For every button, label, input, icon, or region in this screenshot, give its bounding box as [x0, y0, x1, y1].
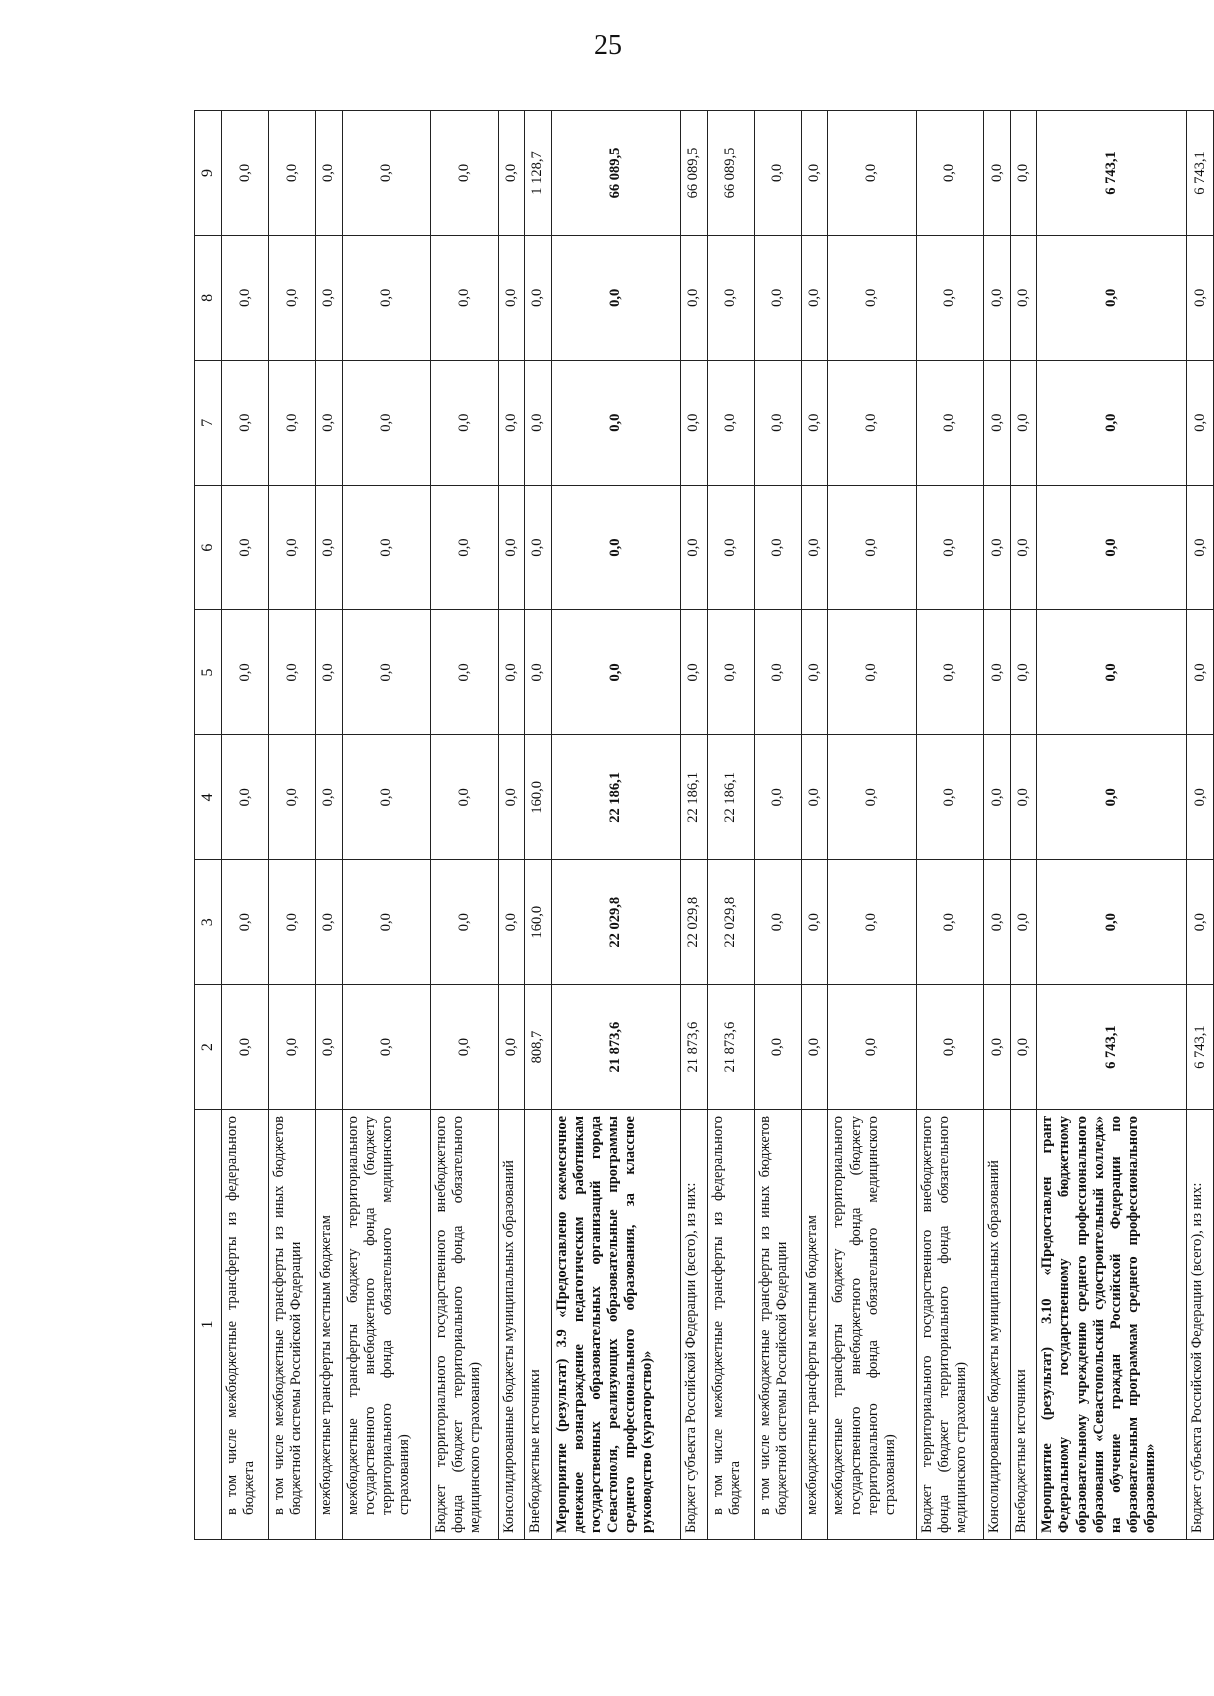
row-label: Консолидированные бюджеты муниципальных образований: [498, 1110, 525, 1540]
rotated-table: [194, 110, 1214, 1540]
column-header: 2: [195, 985, 222, 1110]
table-row: [984, 111, 1011, 1540]
table-row: [1037, 111, 1187, 1540]
row-label: в том числе межбюджетные трансферты из иных бюджетов бюджетной системы Российской Федерации: [269, 1110, 316, 1540]
value-cell: 0,0: [1037, 360, 1187, 485]
value-cell: 0,0: [269, 985, 316, 1110]
value-cell: 0,0: [316, 360, 343, 485]
value-cell: 0,0: [1037, 610, 1187, 735]
row-label: в том числе межбюджетные трансферты из иных бюджетов бюджетной системы Российской Федерации: [754, 1110, 801, 1540]
value-cell: 0,0: [316, 111, 343, 236]
row-label: Внебюджетные источники: [525, 1110, 552, 1540]
value-cell: 0,0: [828, 485, 916, 610]
value-cell: 0,0: [498, 735, 525, 860]
row-label: Бюджет территориального государственного внебюджетного фонда (бюджет территориального фонда обязательного медицинского страхования): [916, 1110, 984, 1540]
table-header-row: [195, 111, 222, 1540]
value-cell: 0,0: [269, 485, 316, 610]
budget-table: [194, 110, 1214, 1540]
value-cell: 0,0: [430, 860, 498, 985]
value-cell: 0,0: [1010, 985, 1037, 1110]
value-cell: 0,0: [269, 360, 316, 485]
value-cell: 0,0: [916, 985, 984, 1110]
row-label: Бюджет субъекта Российской Федерации (всего), из них:: [1187, 1110, 1214, 1540]
value-cell: 0,0: [828, 735, 916, 860]
row-label: Консолидированные бюджеты муниципальных образований: [984, 1110, 1011, 1540]
value-cell: 0,0: [342, 360, 430, 485]
value-cell: 0,0: [1010, 485, 1037, 610]
value-cell: 0,0: [269, 860, 316, 985]
value-cell: 0,0: [1037, 860, 1187, 985]
column-header: 8: [195, 235, 222, 360]
value-cell: 0,0: [801, 985, 828, 1110]
table-row: [754, 111, 801, 1540]
value-cell: 0,0: [430, 485, 498, 610]
value-cell: 0,0: [754, 985, 801, 1110]
value-cell: 0,0: [828, 610, 916, 735]
value-cell: 0,0: [498, 360, 525, 485]
value-cell: 0,0: [551, 610, 680, 735]
value-cell: 0,0: [1010, 235, 1037, 360]
value-cell: 0,0: [430, 111, 498, 236]
value-cell: 0,0: [828, 985, 916, 1110]
value-cell: 0,0: [222, 860, 269, 985]
column-header: 6: [195, 485, 222, 610]
value-cell: 0,0: [801, 235, 828, 360]
row-label: Мероприятие (результат) 3.10 «Предоставлен грант Федеральному государственному бюджетному образовательному учреждению среднего профессионального образования «Севастопольский судостроительный колледж» на обучение граждан Российской Федерации по образовательным программам среднего профессионального образования»: [1037, 1110, 1187, 1540]
row-label: Внебюджетные источники: [1010, 1110, 1037, 1540]
column-header: 7: [195, 360, 222, 485]
value-cell: 6 743,1: [1037, 985, 1187, 1110]
value-cell: 66 089,5: [707, 111, 754, 236]
table-row: [430, 111, 498, 1540]
value-cell: 0,0: [430, 610, 498, 735]
value-cell: 0,0: [828, 111, 916, 236]
value-cell: 0,0: [430, 360, 498, 485]
value-cell: 0,0: [1010, 111, 1037, 236]
value-cell: 0,0: [984, 860, 1011, 985]
value-cell: 0,0: [316, 610, 343, 735]
value-cell: 0,0: [551, 485, 680, 610]
value-cell: 22 186,1: [707, 735, 754, 860]
value-cell: 66 089,5: [681, 111, 708, 236]
table-body: [222, 111, 1214, 1540]
value-cell: 0,0: [342, 235, 430, 360]
value-cell: 0,0: [707, 235, 754, 360]
value-cell: 0,0: [525, 610, 552, 735]
value-cell: 0,0: [754, 360, 801, 485]
value-cell: 0,0: [342, 985, 430, 1110]
value-cell: 0,0: [984, 235, 1011, 360]
value-cell: 0,0: [525, 485, 552, 610]
value-cell: 22 029,8: [551, 860, 680, 985]
value-cell: 0,0: [984, 735, 1011, 860]
value-cell: 21 873,6: [707, 985, 754, 1110]
value-cell: 21 873,6: [551, 985, 680, 1110]
value-cell: 0,0: [342, 860, 430, 985]
value-cell: 0,0: [222, 610, 269, 735]
value-cell: 0,0: [430, 985, 498, 1110]
value-cell: 0,0: [498, 860, 525, 985]
value-cell: 808,7: [525, 985, 552, 1110]
value-cell: 0,0: [801, 485, 828, 610]
value-cell: 0,0: [525, 235, 552, 360]
value-cell: 0,0: [498, 610, 525, 735]
table-row: [801, 111, 828, 1540]
value-cell: 0,0: [984, 111, 1011, 236]
column-header: 1: [195, 1110, 222, 1540]
value-cell: 0,0: [1010, 360, 1037, 485]
value-cell: 66 089,5: [551, 111, 680, 236]
value-cell: 0,0: [681, 235, 708, 360]
value-cell: 160,0: [525, 860, 552, 985]
table-row: [707, 111, 754, 1540]
value-cell: 0,0: [1187, 860, 1214, 985]
value-cell: 0,0: [828, 360, 916, 485]
value-cell: 0,0: [707, 485, 754, 610]
value-cell: 0,0: [984, 485, 1011, 610]
table-row: [828, 111, 916, 1540]
value-cell: 0,0: [1187, 485, 1214, 610]
value-cell: 0,0: [222, 985, 269, 1110]
value-cell: 0,0: [828, 860, 916, 985]
value-cell: 0,0: [916, 860, 984, 985]
value-cell: 0,0: [1187, 235, 1214, 360]
row-label: Бюджет субъекта Российской Федерации (всего), из них:: [681, 1110, 708, 1540]
value-cell: 0,0: [984, 985, 1011, 1110]
value-cell: 0,0: [1187, 610, 1214, 735]
value-cell: 0,0: [551, 235, 680, 360]
table-row: [1010, 111, 1037, 1540]
value-cell: 0,0: [498, 485, 525, 610]
table-row: [269, 111, 316, 1540]
row-label: Бюджет территориального государственного внебюджетного фонда (бюджет территориального фонда обязательного медицинского страхования): [430, 1110, 498, 1540]
value-cell: 0,0: [1010, 610, 1037, 735]
table-row: [222, 111, 269, 1540]
value-cell: 0,0: [754, 610, 801, 735]
value-cell: 0,0: [1037, 735, 1187, 860]
column-header: 5: [195, 610, 222, 735]
value-cell: 0,0: [1187, 735, 1214, 860]
value-cell: 0,0: [222, 360, 269, 485]
value-cell: 0,0: [1010, 735, 1037, 860]
column-header: 4: [195, 735, 222, 860]
value-cell: 0,0: [801, 360, 828, 485]
value-cell: 0,0: [498, 111, 525, 236]
value-cell: 0,0: [828, 235, 916, 360]
value-cell: 0,0: [754, 111, 801, 236]
value-cell: 0,0: [316, 860, 343, 985]
row-label: в том числе межбюджетные трансферты из федерального бюджета: [222, 1110, 269, 1540]
column-header: 9: [195, 111, 222, 236]
value-cell: 21 873,6: [681, 985, 708, 1110]
value-cell: 0,0: [430, 735, 498, 860]
table-row: [681, 111, 708, 1540]
value-cell: 0,0: [269, 111, 316, 236]
value-cell: 0,0: [916, 735, 984, 860]
value-cell: 0,0: [222, 735, 269, 860]
value-cell: 6 743,1: [1037, 111, 1187, 236]
value-cell: 0,0: [916, 485, 984, 610]
value-cell: 0,0: [916, 111, 984, 236]
value-cell: 0,0: [1037, 235, 1187, 360]
value-cell: 0,0: [430, 235, 498, 360]
value-cell: 0,0: [222, 485, 269, 610]
value-cell: 0,0: [1187, 360, 1214, 485]
value-cell: 0,0: [801, 735, 828, 860]
value-cell: 160,0: [525, 735, 552, 860]
value-cell: 0,0: [342, 485, 430, 610]
value-cell: 0,0: [681, 485, 708, 610]
value-cell: 22 186,1: [551, 735, 680, 860]
value-cell: 0,0: [681, 360, 708, 485]
row-label: в том числе межбюджетные трансферты из федерального бюджета: [707, 1110, 754, 1540]
value-cell: 0,0: [342, 111, 430, 236]
table-row: [342, 111, 430, 1540]
row-label: межбюджетные трансферты местным бюджетам: [316, 1110, 343, 1540]
value-cell: 22 029,8: [681, 860, 708, 985]
value-cell: 0,0: [754, 735, 801, 860]
value-cell: 0,0: [1010, 860, 1037, 985]
value-cell: 6 743,1: [1187, 111, 1214, 236]
column-header: 3: [195, 860, 222, 985]
table-row: [1187, 111, 1214, 1540]
value-cell: 0,0: [222, 235, 269, 360]
table-row: [316, 111, 343, 1540]
value-cell: 0,0: [707, 610, 754, 735]
table-row: [498, 111, 525, 1540]
value-cell: 0,0: [269, 735, 316, 860]
value-cell: 22 029,8: [707, 860, 754, 985]
value-cell: 1 128,7: [525, 111, 552, 236]
value-cell: 0,0: [754, 235, 801, 360]
value-cell: 0,0: [316, 985, 343, 1110]
value-cell: 0,0: [269, 610, 316, 735]
table-row: [551, 111, 680, 1540]
value-cell: 0,0: [754, 860, 801, 985]
value-cell: 0,0: [916, 360, 984, 485]
table-row: [525, 111, 552, 1540]
value-cell: 6 743,1: [1187, 985, 1214, 1110]
value-cell: 0,0: [984, 360, 1011, 485]
value-cell: 0,0: [916, 235, 984, 360]
row-label: Мероприятие (результат) 3.9 «Предоставлено ежемесячное денежное вознаграждение педагогическим работникам государственных образовательных организаций города Севастополя, реализующих образовательные программы среднего профессионального образования, за классное руководство (кураторство)»: [551, 1110, 680, 1540]
value-cell: 0,0: [801, 860, 828, 985]
row-label: межбюджетные трансферты бюджету территориального государственного внебюджетного фонда (бюджету территориального фонда обязательного медицинского страхования): [828, 1110, 916, 1540]
value-cell: 0,0: [801, 610, 828, 735]
value-cell: 0,0: [525, 360, 552, 485]
row-label: межбюджетные трансферты бюджету территориального государственного внебюджетного фонда (бюджету территориального фонда обязательного медицинского страхования): [342, 1110, 430, 1540]
value-cell: 0,0: [316, 735, 343, 860]
value-cell: 0,0: [984, 610, 1011, 735]
value-cell: 0,0: [1037, 485, 1187, 610]
value-cell: 0,0: [269, 235, 316, 360]
value-cell: 0,0: [316, 235, 343, 360]
value-cell: 0,0: [316, 485, 343, 610]
value-cell: 0,0: [342, 610, 430, 735]
value-cell: 0,0: [342, 735, 430, 860]
value-cell: 0,0: [222, 111, 269, 236]
row-label: межбюджетные трансферты местным бюджетам: [801, 1110, 828, 1540]
value-cell: 0,0: [916, 610, 984, 735]
page-number: 25: [594, 30, 622, 61]
value-cell: 0,0: [801, 111, 828, 236]
value-cell: 0,0: [681, 610, 708, 735]
value-cell: 0,0: [551, 360, 680, 485]
value-cell: 0,0: [754, 485, 801, 610]
table-row: [916, 111, 984, 1540]
value-cell: 0,0: [498, 235, 525, 360]
value-cell: 0,0: [707, 360, 754, 485]
value-cell: 0,0: [498, 985, 525, 1110]
value-cell: 22 186,1: [681, 735, 708, 860]
